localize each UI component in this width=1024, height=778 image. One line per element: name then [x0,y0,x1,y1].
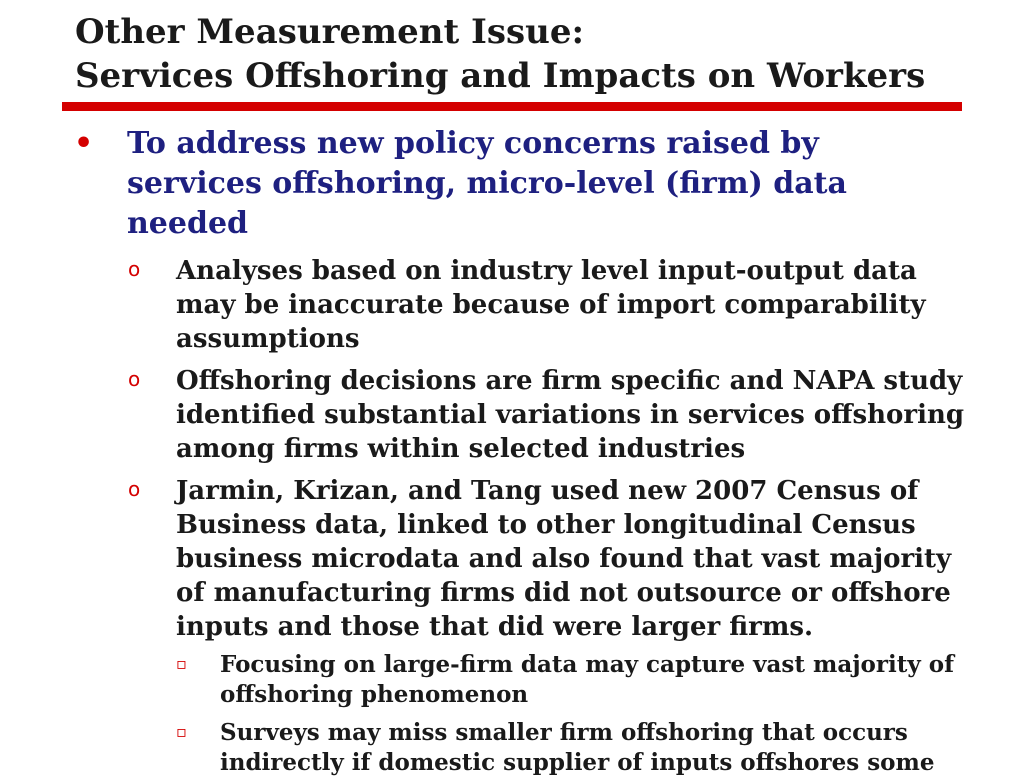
sub-bullet-text: Jarmin, Krizan, and Tang used new 2007 Census of Business data, linked to other longitudinal Census business microdata and also found that vast majority of manufacturing firms did not outsource or offshore inputs and those that did were larger firms. [176,476,952,642]
sub-bullet-text: Offshoring decisions are firm specific and NAPA study identified substantial variations in services offshoring among firms within selected industries [176,366,965,464]
main-bullet [74,124,887,244]
sub-bullet-marker: o [128,477,141,501]
sub-sub-bullet [176,650,960,710]
sub-bullet [128,254,966,356]
sub-bullet-marker: o [128,367,141,391]
sub-sub-bullet-text: Surveys may miss smaller firm offshoring that occurs indirectly if domestic supplier of inputs offshores some [220,719,935,776]
main-bullet-text: To address new policy concerns raised by services offshoring, micro-level (firm) data needed [127,126,847,241]
slide-title-line-1: Other Measurement Issue: [75,12,585,52]
slide-title [75,10,925,98]
sub-bullet-marker: o [128,257,141,281]
square-bullet-icon: ▫ [176,722,187,741]
bullet-marker: • [74,126,94,161]
sub-sub-bullet-text: Focusing on large-firm data may capture vast majority of offshoring phenomenon [220,651,954,708]
sub-bullet [128,474,966,644]
sub-bullet [128,364,966,466]
sub-bullet-text: Analyses based on industry level input-output data may be inaccurate because of import comparability assumptions [176,256,926,354]
title-divider [62,102,962,111]
sub-sub-bullet [176,718,960,778]
square-bullet-icon: ▫ [176,654,187,673]
slide-title-line-2: Services Offshoring and Impacts on Workers [75,56,926,96]
slide-body [0,124,1024,778]
